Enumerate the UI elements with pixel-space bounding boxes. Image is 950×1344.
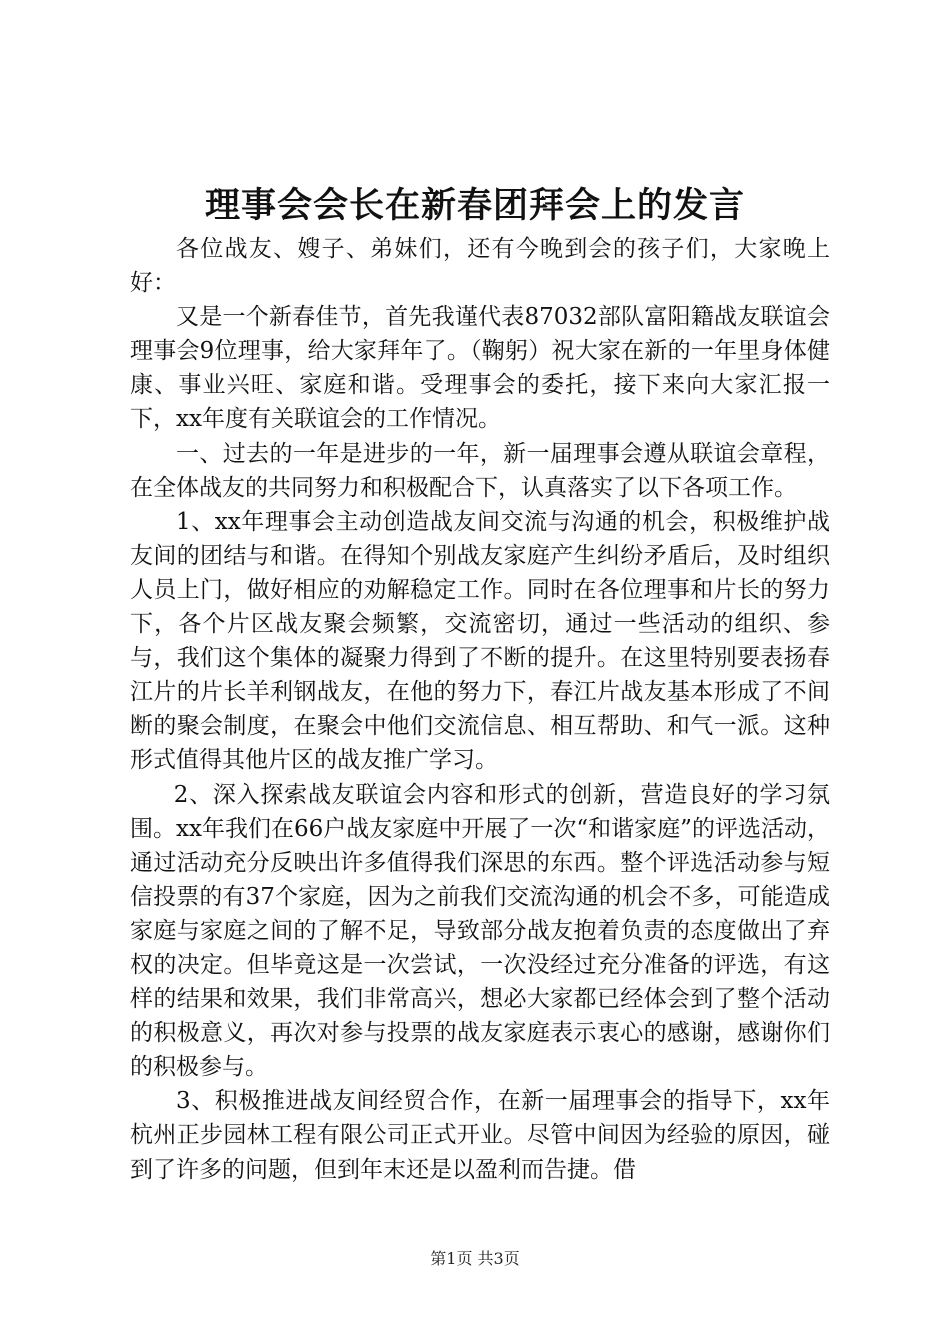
paragraph-item-2: 2、深入探索战友联谊会内容和形式的创新，营造良好的学习氛围。xx年我们在66户战友家庭中开展了一次“和谐家庭”的评选活动，通过活动充分反映出许多值得我们深思的东西。整个评选活动参与短信投票的有37个家庭，因为之前我们交流沟通的机会不多，可能造成家庭与家庭之间的了解不足，导致部分战友抱着负责的态度做出了弃权的决定。但毕竟这是一次尝试，一次没经过充分准备的评选，有这样的结果和效果，我们非常高兴，想必大家都已经体会到了整个活动的积极意义，再次对参与投票的战友家庭表示衷心的感谢，感谢你们的积极参与。 <box>130 781 830 1081</box>
document-title: 理事会会长在新春团拜会上的发言 <box>204 185 745 226</box>
paragraph-new-year-wishes: 又是一个新春佳节，首先我谨代表87032部队富阳籍战友联谊会理事会9位理事，给大家拜年了。（鞠躬）祝大家在新的一年里身体健康、事业兴旺、家庭和谐。受理事会的委托，接下来向大家汇报一下，xx年度有关联谊会的工作情况。 <box>130 304 830 433</box>
paragraph-item-1: 1、xx年理事会主动创造战友间交流与沟通的机会，积极维护战友间的团结与和谐。在得知个别战友家庭产生纠纷矛盾后，及时组织人员上门，做好相应的劝解稳定工作。同时在各位理事和片长的努力下，各个片区战友聚会频繁，交流密切，通过一些活动的组织、参与，我们这个集体的凝聚力得到了不断的提升。在这里特别要表扬春江片的片长羊利钢战友，在他的努力下，春江片战友基本形成了不间断的聚会制度，在聚会中他们交流信息、相互帮助、和气一派。这种形式值得其他片区的战友推广学习。 <box>130 508 830 774</box>
document-body <box>130 232 830 1187</box>
paragraph-item-3: 3、积极推进战友间经贸合作，在新一届理事会的指导下，xx年杭州正步园林工程有限公司正式开业。尽管中间因为经验的原因，碰到了许多的问题，但到年末还是以盈利而告捷。借 <box>130 1088 830 1183</box>
page-number-footer: 第1页 共3页 <box>430 1249 520 1268</box>
paragraph-greeting: 各位战友、嫂子、弟妹们，还有今晚到会的孩子们，大家晚上好： <box>130 236 830 297</box>
paragraph-section-one-intro: 一、过去的一年是进步的一年，新一届理事会遵从联谊会章程，在全体战友的共同努力和积极配合下，认真落实了以下各项工作。 <box>130 440 830 501</box>
